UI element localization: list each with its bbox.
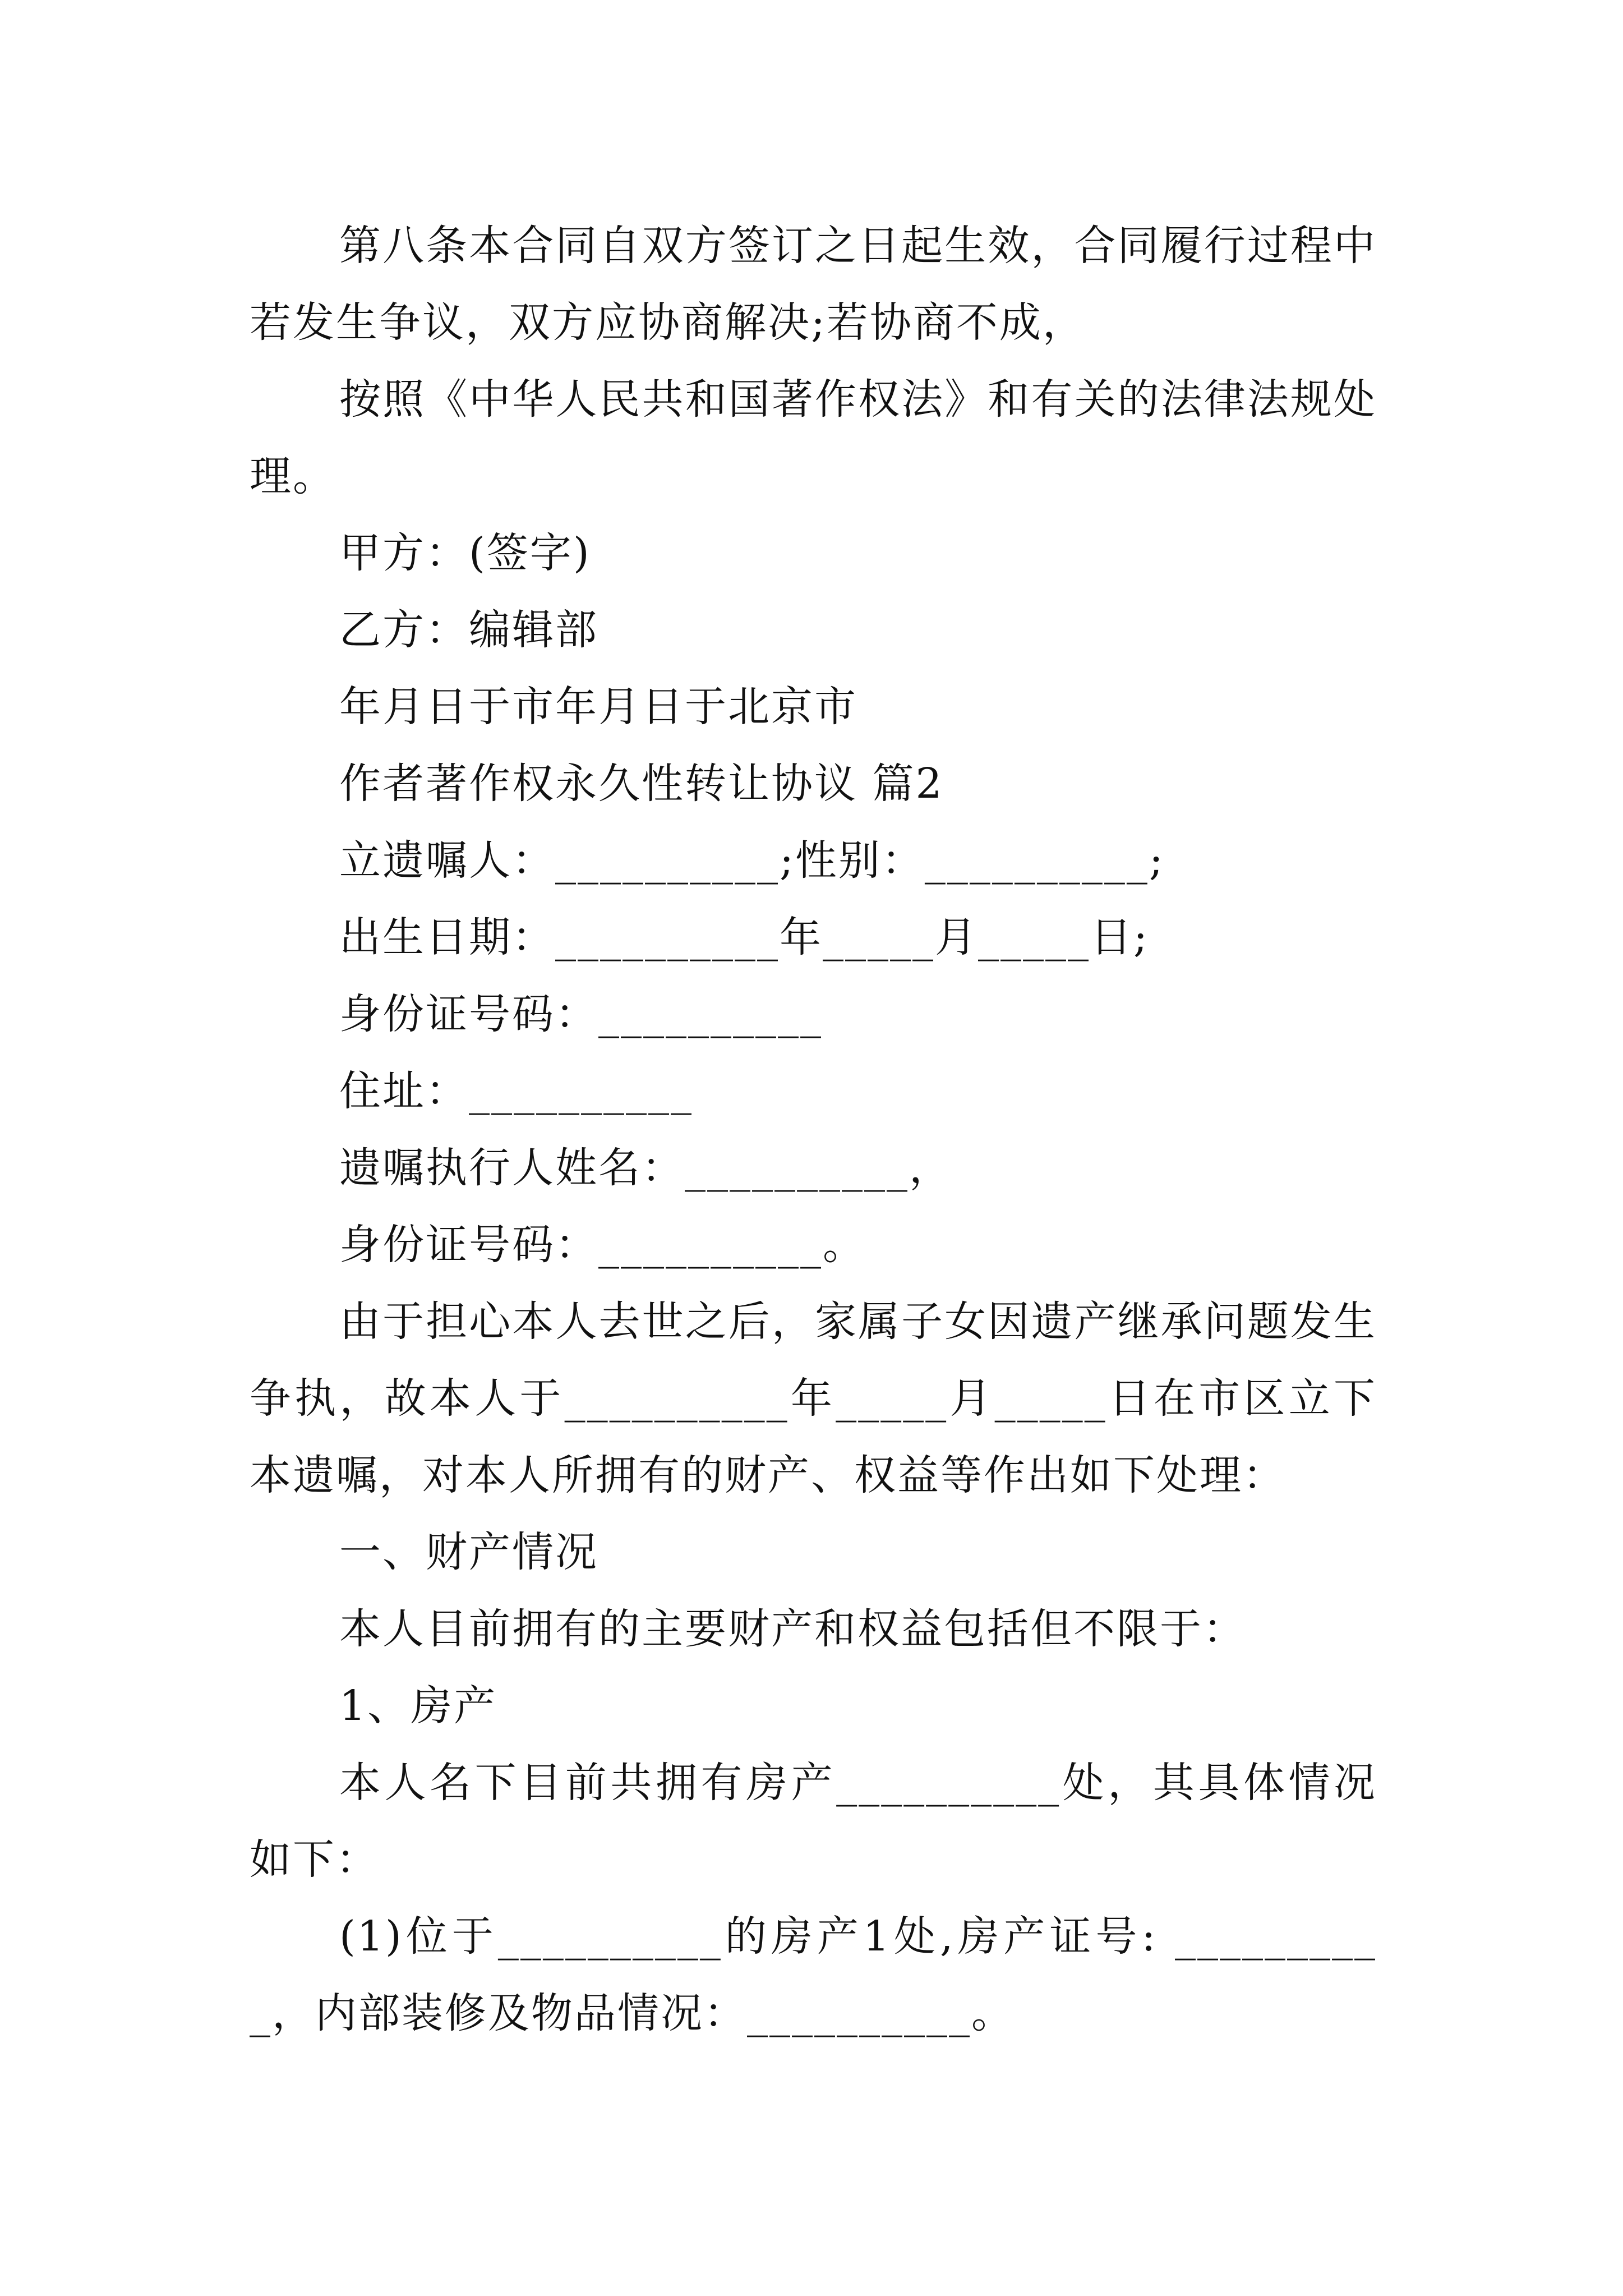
paragraph-party-b: 乙方：编辑部 [339,606,598,654]
paragraph-article-eight: 第八条本合同自双方签订之日起生效，合同履行过程中若发生争议，双方应协商解决;若协商不成， [250,222,1377,347]
paragraph-preamble: 由于担心本人去世之后，家属子女因遗产继承问题发生争执，故本人于__________年_____月_____日在市区立下本遗嘱，对本人所拥有的财产、权益等作出如下处理： [250,1297,1377,1499]
paragraph-date-place: 年月日于市年月日于北京市 [339,683,857,731]
paragraph-birth-date: 出生日期：__________年_____月_____日; [339,913,1149,961]
paragraph-executor-name: 遗嘱执行人姓名：__________， [339,1144,952,1192]
paragraph-copyright-law: 按照《中华人民共和国著作权法》和有关的法律法规处理。 [250,375,1377,500]
paragraph-testator: 立遗嘱人：__________;性别：__________; [339,836,1165,885]
paragraph-assets-intro: 本人目前拥有的主要财产和权益包括但不限于： [339,1605,1246,1653]
paragraph-executor-id: 身份证号码：__________。 [339,1221,866,1269]
document-body [250,208,1377,2052]
paragraph-party-a: 甲方：(签字) [339,529,591,577]
paragraph-real-estate-count: 本人名下目前共拥有房产__________处，其具体情况如下： [250,1759,1377,1884]
paragraph-id-number: 身份证号码：__________ [339,990,823,1038]
paragraph-property-one: (1)位于__________的房产1处,房产证号: __________，内部装修及物品情况：__________。 [250,1912,1377,2037]
section-title: 作者著作权永久性转让协议 篇2 [339,760,944,808]
paragraph-address: 住址：__________ [339,1067,693,1115]
heading-property-status: 一、财产情况 [339,1528,598,1576]
heading-real-estate: 1、房产 [339,1682,497,1730]
